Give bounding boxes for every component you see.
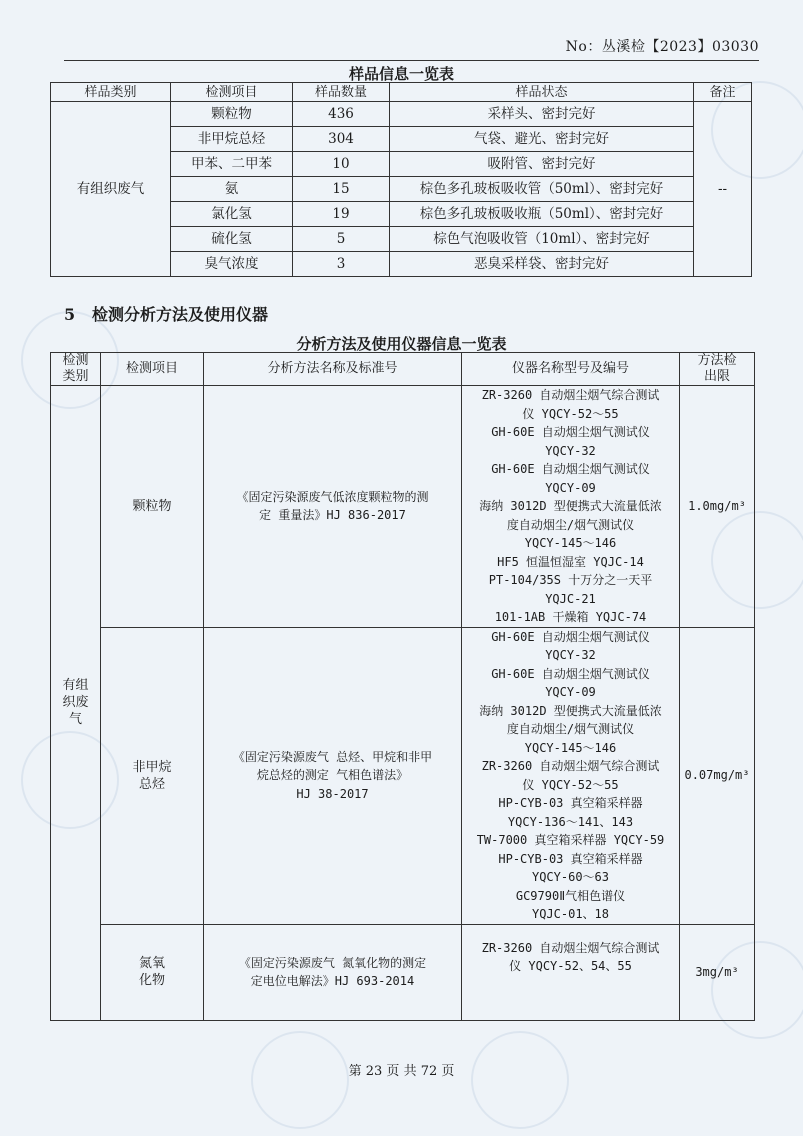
table-row: [51, 627, 755, 924]
instrument-cell: [462, 924, 680, 1020]
sample-state-cell: 采样头、密封完好: [390, 102, 694, 127]
text-line: 仪 YQCY-52～55: [522, 777, 619, 792]
table1-caption: 样品信息一览表: [348, 65, 454, 83]
sample-state-cell: 棕色多孔玻板吸收瓶（50ml）、密封完好: [390, 202, 694, 227]
text-line: YQCY-09: [545, 685, 596, 699]
text-line: 海纳 3012D 型便携式大流量低浓: [479, 499, 662, 513]
detection-limit-cell: 0.07mg/m³: [680, 627, 755, 924]
sample-qty-cell: 304: [293, 127, 390, 152]
item-cell: [101, 386, 204, 628]
text-line: ZR-3260 自动烟尘烟气综合测试: [481, 388, 660, 402]
text-line: 织废: [62, 695, 89, 711]
text-line: 《固定污染源废气 氮氧化物的测定: [238, 955, 427, 970]
text-line: 《固定污染源废气 总烃、甲烷和非甲: [232, 749, 433, 764]
col-header: 样品类别: [51, 83, 171, 102]
header-text: 检测: [62, 353, 89, 368]
sample-state-cell: 吸附管、密封完好: [390, 152, 694, 177]
text-line: GC9790Ⅱ气相色谱仪: [515, 888, 626, 903]
text-line: 《固定污染源废气低浓度颗粒物的测: [236, 489, 429, 504]
sample-info-table: [50, 82, 752, 277]
sample-item-cell: 甲苯、二甲苯: [171, 152, 293, 177]
text-line: HJ 38-2017: [296, 786, 369, 801]
method-instrument-table: [50, 352, 755, 1021]
document-number: No：丛溪检【2023】03030: [565, 39, 759, 55]
table-row: [51, 386, 755, 628]
text-line: 101-1AB 干燥箱 YQJC-74: [494, 610, 647, 624]
sample-state-cell: 棕色气泡吸收管（10ml）、密封完好: [390, 227, 694, 252]
text-line: PT-104/35S 十万分之一天平: [488, 573, 653, 587]
sample-qty-cell: 436: [293, 102, 390, 127]
text-line: GH-60E 自动烟尘烟气测试仪: [491, 629, 650, 644]
header-rule: [64, 60, 759, 61]
text-line: YQJC-21: [545, 591, 596, 606]
text-line: YQCY-145～146: [524, 740, 617, 755]
text-line: YQCY-145～146: [524, 536, 617, 550]
text-line: 有组: [62, 678, 89, 694]
sample-state-cell: 气袋、避光、密封完好: [390, 127, 694, 152]
text-line: YQJC-01、18: [531, 907, 610, 921]
text-line: HP-CYB-03 真空箱采样器: [498, 796, 643, 810]
text-line: TW-7000 真空箱采样器 YQCY-59: [476, 833, 665, 847]
sample-state-cell: 恶臭采样袋、密封完好: [390, 252, 694, 277]
header-text: 出限: [703, 369, 730, 384]
table-row: [51, 102, 752, 127]
instrument-cell: [462, 627, 680, 924]
sample-item-cell: 颗粒物: [171, 102, 293, 127]
text-line: HF5 恒温恒湿室 YQJC-14: [497, 554, 644, 569]
text-line: YQCY-09: [545, 480, 596, 495]
sample-qty-cell: 15: [293, 177, 390, 202]
col-header: 样品数量: [293, 83, 390, 102]
text-line: 氮氧: [138, 956, 165, 971]
col-header-limit: [680, 353, 755, 386]
sample-item-cell: 臭气浓度: [171, 252, 293, 277]
text-line: 烷总烃的测定 气相色谱法》: [256, 768, 409, 783]
sample-state-cell: 棕色多孔玻板吸收管（50ml）、密封完好: [390, 177, 694, 202]
text-line: YQCY-32: [545, 648, 596, 662]
text-line: HP-CYB-03 真空箱采样器: [498, 851, 643, 866]
remark-cell: --: [694, 102, 752, 277]
method-cell: [204, 386, 462, 628]
text-line: 非甲烷: [132, 759, 172, 775]
header-text: 方法检: [697, 353, 737, 368]
text-line: 仪 YQCY-52～55: [522, 406, 619, 421]
text-line: 总烃: [138, 776, 165, 792]
text-line: YQCY-136～141、143: [507, 814, 634, 829]
table-row: [51, 924, 755, 1020]
text-line: 气: [68, 712, 82, 728]
text-line: ZR-3260 自动烟尘烟气综合测试: [481, 940, 660, 955]
instrument-cell: [462, 386, 680, 628]
method-cell: [204, 627, 462, 924]
page-number: 第 23 页 共 72 页: [348, 1064, 455, 1079]
text-line: 化物: [138, 973, 165, 988]
header-text: 类别: [62, 369, 89, 384]
col-header-method: 分析方法名称及标准号: [204, 353, 462, 386]
text-line: YQCY-32: [545, 443, 596, 458]
sample-item-cell: 氨: [171, 177, 293, 202]
text-line: 定电位电解法》HJ 693-2014: [250, 974, 415, 988]
text-line: GH-60E 自动烟尘烟气测试仪: [491, 425, 650, 439]
text-line: 仪 YQCY-52、54、55: [509, 959, 632, 973]
col-header: 样品状态: [390, 83, 694, 102]
section-heading: [64, 302, 268, 325]
col-header-instrument: 仪器名称型号及编号: [462, 353, 680, 386]
detection-limit-cell: 3mg/m³: [680, 924, 755, 1020]
section-title: 检测分析方法及使用仪器: [92, 305, 269, 324]
table-header-row: [51, 83, 752, 102]
sample-item-cell: 硫化氢: [171, 227, 293, 252]
item-cell: [101, 627, 204, 924]
table2-caption: 分析方法及使用仪器信息一览表: [296, 335, 507, 353]
text-line: 颗粒物: [132, 498, 172, 514]
method-cell: [204, 924, 462, 1020]
col-header-item: 检测项目: [101, 353, 204, 386]
section-number: 5: [64, 305, 76, 324]
sample-item-cell: 氯化氢: [171, 202, 293, 227]
sample-category-cell: 有组织废气: [51, 102, 171, 277]
text-line: GH-60E 自动烟尘烟气测试仪: [491, 666, 650, 681]
text-line: YQCY-60～63: [531, 870, 610, 884]
text-line: 度自动烟尘/烟气测试仪: [506, 517, 635, 532]
col-header-category: [51, 353, 101, 386]
col-header: 备注: [694, 83, 752, 102]
col-header: 检测项目: [171, 83, 293, 102]
category-cell: [51, 386, 101, 1021]
sample-qty-cell: 5: [293, 227, 390, 252]
item-cell: [101, 924, 204, 1020]
table-header-row: [51, 353, 755, 386]
text-line: ZR-3260 自动烟尘烟气综合测试: [481, 759, 660, 773]
sample-qty-cell: 3: [293, 252, 390, 277]
text-line: 定 重量法》HJ 836-2017: [259, 508, 406, 523]
sample-item-cell: 非甲烷总烃: [171, 127, 293, 152]
detection-limit-cell: 1.0mg/m³: [680, 386, 755, 628]
sample-qty-cell: 10: [293, 152, 390, 177]
text-line: GH-60E 自动烟尘烟气测试仪: [491, 462, 650, 476]
text-line: 海纳 3012D 型便携式大流量低浓: [479, 703, 662, 718]
text-line: 度自动烟尘/烟气测试仪: [506, 722, 635, 736]
sample-qty-cell: 19: [293, 202, 390, 227]
